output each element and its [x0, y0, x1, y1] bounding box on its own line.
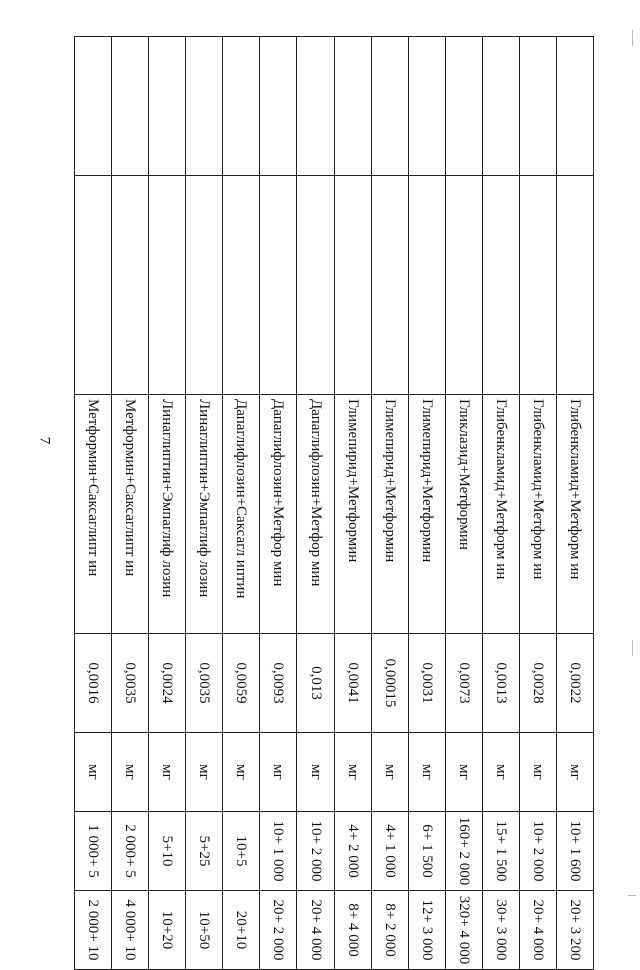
drug-combination-cell: Дапаглифлозин+Саксагл иптин [223, 395, 260, 634]
row-number-cell [482, 37, 519, 176]
unit-cell: мг [112, 733, 149, 812]
unit-cell: мг [482, 733, 519, 812]
scan-mark [632, 30, 633, 46]
value-cell: 0,0059 [223, 634, 260, 733]
unit-cell: мг [408, 733, 445, 812]
scan-mark [628, 895, 636, 896]
blank-cell [334, 176, 371, 395]
unit-cell: мг [186, 733, 223, 812]
drug-combination-cell: Глимепирид+Метформин [371, 395, 408, 634]
blank-cell [75, 176, 112, 395]
unit-cell: мг [297, 733, 334, 812]
dose-low-cell: 2 000+ 5 [112, 812, 149, 891]
dosage-table [74, 36, 594, 970]
dose-high-cell: 8+ 4 000 [334, 891, 371, 970]
drug-combination-cell: Глибенкламид+Метформ ин [556, 395, 593, 634]
value-cell: 0,0031 [408, 634, 445, 733]
drug-combination-cell: Глимепирид+Метформин [334, 395, 371, 634]
dose-high-cell: 4 000+ 10 [112, 891, 149, 970]
table-frame [74, 36, 594, 965]
value-cell: 0,0035 [186, 634, 223, 733]
dose-high-cell: 8+ 2 000 [371, 891, 408, 970]
blank-cell [371, 176, 408, 395]
unit-cell: мг [334, 733, 371, 812]
blank-cell [186, 176, 223, 395]
row-number-cell [371, 37, 408, 176]
table-row [445, 37, 482, 970]
dose-low-cell: 5+25 [186, 812, 223, 891]
row-number-cell [297, 37, 334, 176]
dose-high-cell: 20+10 [223, 891, 260, 970]
dose-low-cell: 10+ 1 600 [556, 812, 593, 891]
value-cell: 0,0073 [445, 634, 482, 733]
drug-combination-cell: Метформин+Саксаглипт ин [112, 395, 149, 634]
table-row [75, 37, 112, 970]
table-row [482, 37, 519, 970]
drug-combination-cell: Линаглиптин+Эмпаглиф лозин [186, 395, 223, 634]
blank-cell [445, 176, 482, 395]
unit-cell: мг [445, 733, 482, 812]
row-number-cell [75, 37, 112, 176]
row-number-cell [519, 37, 556, 176]
drug-combination-cell: Глибенкламид+Метформ ин [482, 395, 519, 634]
blank-cell [408, 176, 445, 395]
page-number: 7 [36, 436, 53, 445]
blank-cell [223, 176, 260, 395]
table-row [556, 37, 593, 970]
drug-combination-cell: Глибенкламид+Метформ ин [519, 395, 556, 634]
unit-cell: мг [75, 733, 112, 812]
drug-combination-cell: Дапаглифлозин+Метфор мин [260, 395, 297, 634]
unit-cell: мг [519, 733, 556, 812]
row-number-cell [149, 37, 186, 176]
unit-cell: мг [371, 733, 408, 812]
dose-high-cell: 20+ 3 200 [556, 891, 593, 970]
dose-high-cell: 10+20 [149, 891, 186, 970]
dose-low-cell: 1 000+ 5 [75, 812, 112, 891]
blank-cell [482, 176, 519, 395]
unit-cell: мг [260, 733, 297, 812]
table-row [519, 37, 556, 970]
value-cell: 0,0013 [482, 634, 519, 733]
dose-high-cell: 30+ 3 000 [482, 891, 519, 970]
dose-low-cell: 10+ 1 000 [260, 812, 297, 891]
unit-cell: мг [223, 733, 260, 812]
table-row [186, 37, 223, 970]
table-body [75, 37, 594, 970]
dose-low-cell: 10+ 2 000 [519, 812, 556, 891]
row-number-cell [112, 37, 149, 176]
row-number-cell [260, 37, 297, 176]
dose-low-cell: 160+ 2 000 [445, 812, 482, 891]
dose-low-cell: 10+5 [223, 812, 260, 891]
dose-high-cell: 10+50 [186, 891, 223, 970]
value-cell: 0,00015 [371, 634, 408, 733]
table-row [260, 37, 297, 970]
dose-low-cell: 15+ 1 500 [482, 812, 519, 891]
dose-high-cell: 20+ 4 000 [519, 891, 556, 970]
dose-low-cell: 6+ 1 500 [408, 812, 445, 891]
blank-cell [149, 176, 186, 395]
value-cell: 0,0028 [519, 634, 556, 733]
dose-low-cell: 4+ 2 000 [334, 812, 371, 891]
blank-cell [260, 176, 297, 395]
row-number-cell [445, 37, 482, 176]
value-cell: 0,0024 [149, 634, 186, 733]
drug-combination-cell: Дапаглифлозин+Метфор мин [297, 395, 334, 634]
row-number-cell [556, 37, 593, 176]
row-number-cell [186, 37, 223, 176]
dose-low-cell: 5+10 [149, 812, 186, 891]
scan-mark [632, 640, 633, 656]
table-row [149, 37, 186, 970]
table-row [112, 37, 149, 970]
row-number-cell [408, 37, 445, 176]
table-row [297, 37, 334, 970]
table-row [371, 37, 408, 970]
table-row [223, 37, 260, 970]
blank-cell [556, 176, 593, 395]
blank-cell [112, 176, 149, 395]
dose-high-cell: 20+ 4 000 [297, 891, 334, 970]
value-cell: 0,0022 [556, 634, 593, 733]
dose-high-cell: 12+ 3 000 [408, 891, 445, 970]
table-row [408, 37, 445, 970]
drug-combination-cell: Глимепирид+Метформин [408, 395, 445, 634]
value-cell: 0,013 [297, 634, 334, 733]
value-cell: 0,0035 [112, 634, 149, 733]
drug-combination-cell: Гликлазид+Метформин [445, 395, 482, 634]
blank-cell [519, 176, 556, 395]
drug-combination-cell: Линаглиптин+Эмпаглиф лозин [149, 395, 186, 634]
dose-low-cell: 4+ 1 000 [371, 812, 408, 891]
dose-high-cell: 2 000+ 10 [75, 891, 112, 970]
value-cell: 0,0016 [75, 634, 112, 733]
dose-high-cell: 20+ 2 000 [260, 891, 297, 970]
blank-cell [297, 176, 334, 395]
rotated-table-wrapper [74, 36, 594, 965]
table-row [334, 37, 371, 970]
unit-cell: мг [149, 733, 186, 812]
drug-combination-cell: Метформин+Саксаглипт ин [75, 395, 112, 634]
row-number-cell [334, 37, 371, 176]
dose-high-cell: 320+ 4 000 [445, 891, 482, 970]
unit-cell: мг [556, 733, 593, 812]
value-cell: 0,0093 [260, 634, 297, 733]
dose-low-cell: 10+ 2 000 [297, 812, 334, 891]
value-cell: 0,0041 [334, 634, 371, 733]
row-number-cell [223, 37, 260, 176]
